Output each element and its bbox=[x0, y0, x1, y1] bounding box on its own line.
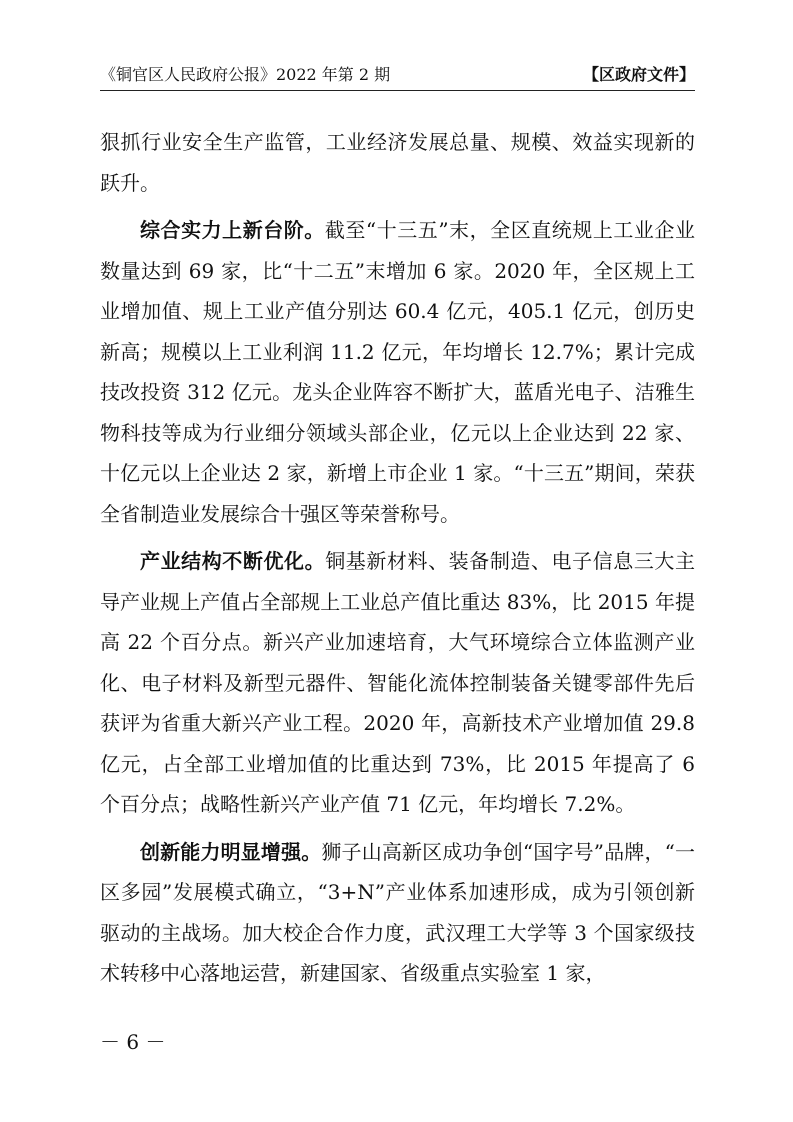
document-body bbox=[100, 122, 695, 1001]
paragraph-heading: 产业结构不断优化。 bbox=[140, 549, 326, 573]
section-label: 【区政府文件】 bbox=[582, 65, 695, 84]
paragraph-heading: 创新能力明显增强。 bbox=[140, 839, 322, 864]
paragraph-heading: 综合实力上新台阶。 bbox=[140, 218, 325, 242]
paragraph-text: 狠抓行业安全生产监管，工业经济发展总量、规模、效益实现新的跃升。 bbox=[100, 130, 695, 195]
paragraph-text: 狮子山高新区成功争创“国字号”品牌，“一区多园”发展模式确立，“3+N”产业体系加速形成，成为引领创新驱动的主战场。加大校企合作力度，武汉理工大学等 3 个国家级技术转移中心落地运营，新建国家、省级重点实验室 1 家， bbox=[100, 839, 695, 985]
paragraph-industrial-structure bbox=[100, 541, 695, 825]
paragraph-continuation bbox=[100, 122, 695, 203]
paragraph-comprehensive-strength bbox=[100, 210, 695, 534]
paragraph-text: 铜基新材料、装备制造、电子信息三大主导产业规上产值占全部规上工业总产值比重达 83%，比 2015 年提高 22 个百分点。新兴产业加速培育，大气环境综合立体监测产业化、电子材料及新型元器件、智能化流体控制装备关键零部件先后获评为省重大新兴产业工程。2020 年，高新技术产业增加值 29.8 亿元，占全部工业增加值的比重达到 73%，比 2015 年提高了 6 个百分点；战略性新兴产业产值 71 亿元，年均增长 7.2%。 bbox=[100, 549, 696, 816]
paragraph-innovation bbox=[100, 832, 695, 994]
header-divider bbox=[100, 90, 695, 91]
paragraph-text: 截至“十三五”末，全区直统规上工业企业数量达到 69 家，比“十二五”末增加 6 家。2020 年，全区规上工业增加值、规上工业产值分别达 60.4 亿元，405.1 亿元，创历史新高；规模以上工业利润 11.2 亿元，年均增长 12.7%；累计完成技改投资 312 亿元。龙头企业阵容不断扩大，蓝盾光电子、洁雅生物科技等成为行业细分领域头部企业，亿元以上企业达到 22 家、十亿元以上企业达 2 家，新增上市企业 1 家。“十三五”期间，荣获全省制造业发展综合十强区等荣誉称号。 bbox=[100, 218, 696, 526]
page-header bbox=[100, 62, 695, 86]
page-number: － 6 － bbox=[100, 1030, 166, 1054]
bulletin-title: 《铜官区人民政府公报》2022 年第 2 期 bbox=[100, 65, 391, 84]
